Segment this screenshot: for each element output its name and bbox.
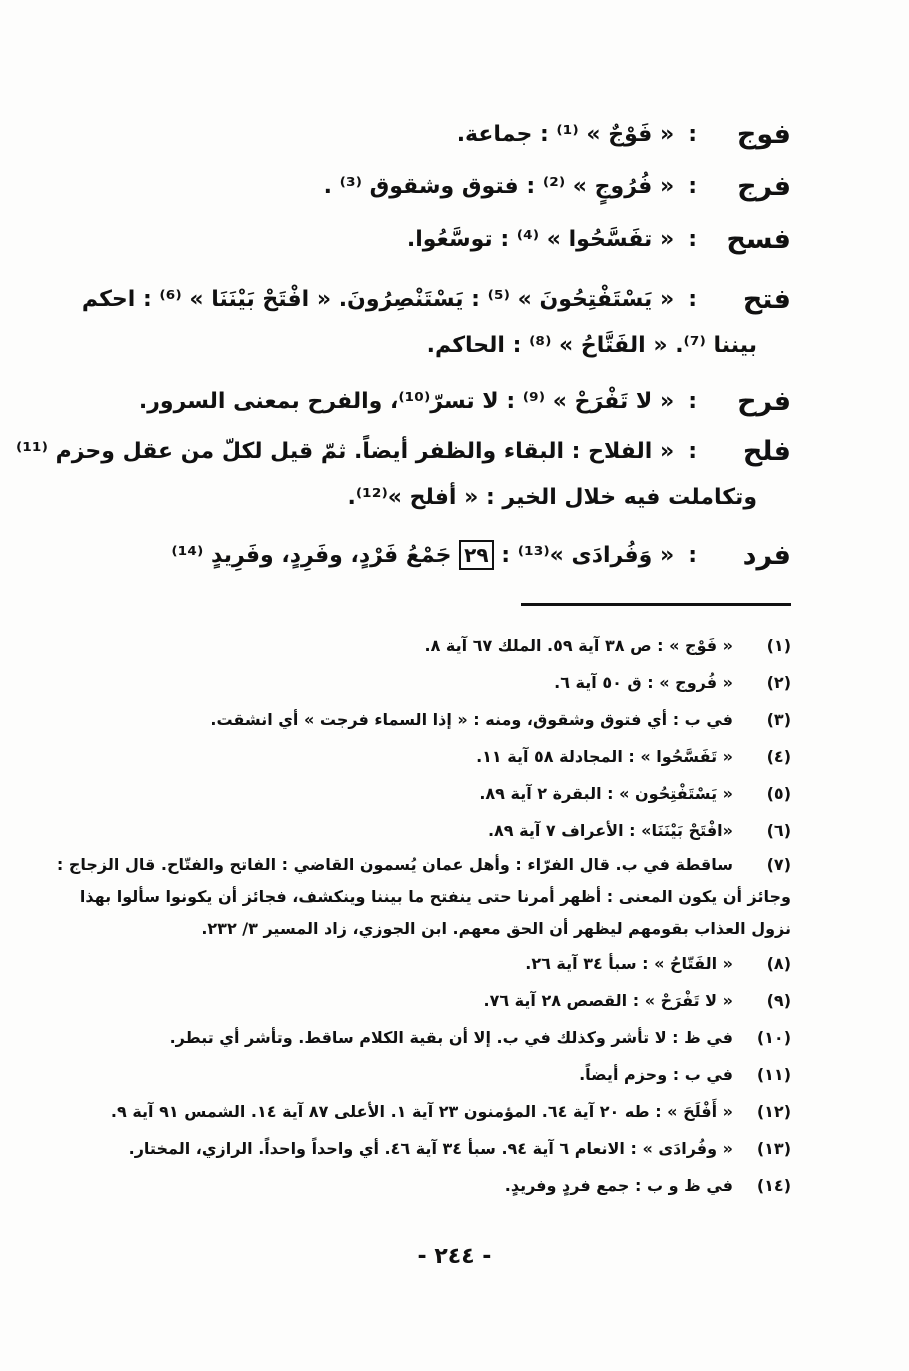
entry-faraj (91, 164, 791, 217)
footnote-text: « تَفَسَّحُوا » : المجادلة ٥٨ آية ١١. (476, 747, 733, 766)
entry-farada (91, 533, 791, 583)
definition-line: :« فُرُوجٍ » ⁽²⁾ : فتوق وشقوق ⁽³⁾ . (323, 174, 697, 199)
entry-definition (91, 533, 697, 579)
boxed-verse-number: ٢٩ (459, 540, 493, 570)
footnote-number: (٤) (766, 747, 791, 766)
entry-headword: فرح (737, 386, 791, 417)
footnote-14 (91, 1167, 791, 1204)
footnote-2 (91, 664, 791, 701)
definition-line: :« الفلاح : البقاء والظفر أيضاً. ثمّ قيل لكلّ من عقل وحزم ⁽¹¹⁾ (15, 439, 697, 464)
entry-definition (81, 277, 757, 369)
footnote-text: « فُروج » : ق ٥٠ آية ٦. (554, 673, 733, 692)
page-number: - ٢٤٤ - (417, 1244, 492, 1269)
entry-definition (91, 112, 697, 158)
entry-headword: فلح (742, 436, 791, 467)
entry-definition (15, 429, 757, 521)
definition-line: :« يَسْتَفْتِحُونَ » ⁽⁵⁾ : يَسْتَنْصِرُونَ. « افْتَحْ بَيْنَنَا » ⁽⁶⁾ : احكم (81, 287, 697, 312)
footnote-text: في ظ و ب : جمع فردٍ وفريدٍ. (504, 1176, 733, 1195)
footnote-number: (١١) (756, 1065, 791, 1084)
footnote-5 (91, 775, 791, 812)
footnote-number: (٥) (766, 784, 791, 803)
footnote-10 (91, 1019, 791, 1056)
footnote-number: (١٠) (756, 1028, 791, 1047)
footnote-number: (٧) (766, 855, 791, 874)
footnote-number: (٩) (766, 991, 791, 1010)
footnote-text: « لا تَفْرَحْ » : القصص ٢٨ آية ٧٦. (483, 991, 733, 1010)
footnote-number: (٦) (766, 821, 791, 840)
footnote-text: « الفَتّاحُ » : سبأ ٣٤ آية ٢٦. (525, 954, 733, 973)
footnote-3 (91, 701, 791, 738)
entry-definition (91, 217, 697, 263)
footnote-number: (١٤) (756, 1176, 791, 1195)
entry-fataha (81, 277, 791, 379)
footnote-text: « وفُرادَى » : الانعام ٦ آية ٩٤. سبأ ٣٤ آية ٤٦. أي واحداً واحداً. الرازي، المختار. (128, 1139, 733, 1158)
definition-line: وتكاملت فيه خلال الخير : « أفلح »⁽¹²⁾. (347, 485, 757, 510)
entry-definition (91, 379, 697, 425)
footnote-text: ساقطة في ب. قال الفرّاء : وأهل عمان يُسمون القاضي : الفاتح والفتّاح. قال الزجاج : وجائز أن يكون المعنى : أظهر أمرنا حتى ينفتح ما بيننا وينكشف، فجائز أن يكونوا سألوا بهذا نزول العذاب بقومهم ليظهر أن الحق معهم. ابن الجوزي، زاد المسير ٣/ ٢٣٢. (56, 855, 791, 938)
definition-line: :« وَفُرادَى »⁽¹³⁾ : ٢٩ جَمْعُ فَرْدٍ، وفَرِدٍ، وفَرِيدٍ ⁽¹⁴⁾ (91, 533, 697, 579)
footnote-list (56, 627, 791, 1204)
footnote-text: في ب : أي فتوق وشقوق، ومنه : « إذا السماء فرجت » أي انشقت. (210, 710, 733, 729)
footnote-9 (91, 982, 791, 1019)
definition-line: :« لا تَفْرَحْ » ⁽⁹⁾ : لا تسرّ⁽¹⁰⁾، والفرح بمعنى السرور. (138, 389, 697, 414)
footnote-number: (١٢) (756, 1102, 791, 1121)
definition-line: بيننا ⁽⁷⁾. « الفَتَّاحُ » ⁽⁸⁾ : الحاكم. (426, 333, 757, 358)
footnote-11 (91, 1056, 791, 1093)
footnote-number: (٢) (766, 673, 791, 692)
footnote-text: « أَفْلَحَ » : طه ٢٠ آية ٦٤. المؤمنون ٢٣ آية ١. الأعلى ٨٧ آية ١٤. الشمس ٩١ آية ٩. (110, 1102, 733, 1121)
footnote-text: « فَوْج » : ص ٣٨ آية ٥٩. الملك ٦٧ آية ٨. (424, 636, 733, 655)
entry-list (15, 112, 791, 583)
entry-fasaha (91, 217, 791, 277)
entry-headword: فرج (737, 171, 791, 202)
footnote-4 (91, 738, 791, 775)
entry-definition (91, 164, 697, 210)
entry-headword: فتح (742, 284, 791, 315)
footnote-12 (91, 1093, 791, 1130)
footnote-number: (٣) (766, 710, 791, 729)
footnote-number: (١) (766, 636, 791, 655)
footnote-number: (١٣) (756, 1139, 791, 1158)
entry-fawj (91, 112, 791, 164)
entry-headword: فسح (726, 224, 791, 255)
footnote-8 (91, 945, 791, 982)
definition-line: :« تفَسَّحُوا » ⁽⁴⁾ : توسَّعُوا. (406, 227, 697, 252)
footnote-text: «افْتَحْ بَيْنَنَا» : الأعراف ٧ آية ٨٩. (487, 821, 733, 840)
footnote-number: (٨) (766, 954, 791, 973)
footnote-13 (91, 1130, 791, 1167)
footnote-7 (56, 849, 791, 945)
entry-headword: فرد (742, 540, 791, 571)
footnote-separator (521, 603, 791, 606)
footnote-text: في ب : وحزم أيضاً. (579, 1065, 733, 1084)
definition-line: :« فَوْجٌ » ⁽¹⁾ : جماعة. (456, 122, 697, 147)
entry-falaha (15, 429, 791, 533)
footnote-text: « يَسْتَفْتِحُون » : البقرة ٢ آية ٨٩. (479, 784, 733, 803)
entry-fariha (91, 379, 791, 429)
footnote-1 (91, 627, 791, 664)
entry-headword: فوج (736, 119, 791, 150)
footnote-text: في ظ : لا تأشر وكذلك في ب. إلا أن بقية الكلام ساقط. وتأشر أي تبطر. (169, 1028, 733, 1047)
footnote-6 (91, 812, 791, 849)
